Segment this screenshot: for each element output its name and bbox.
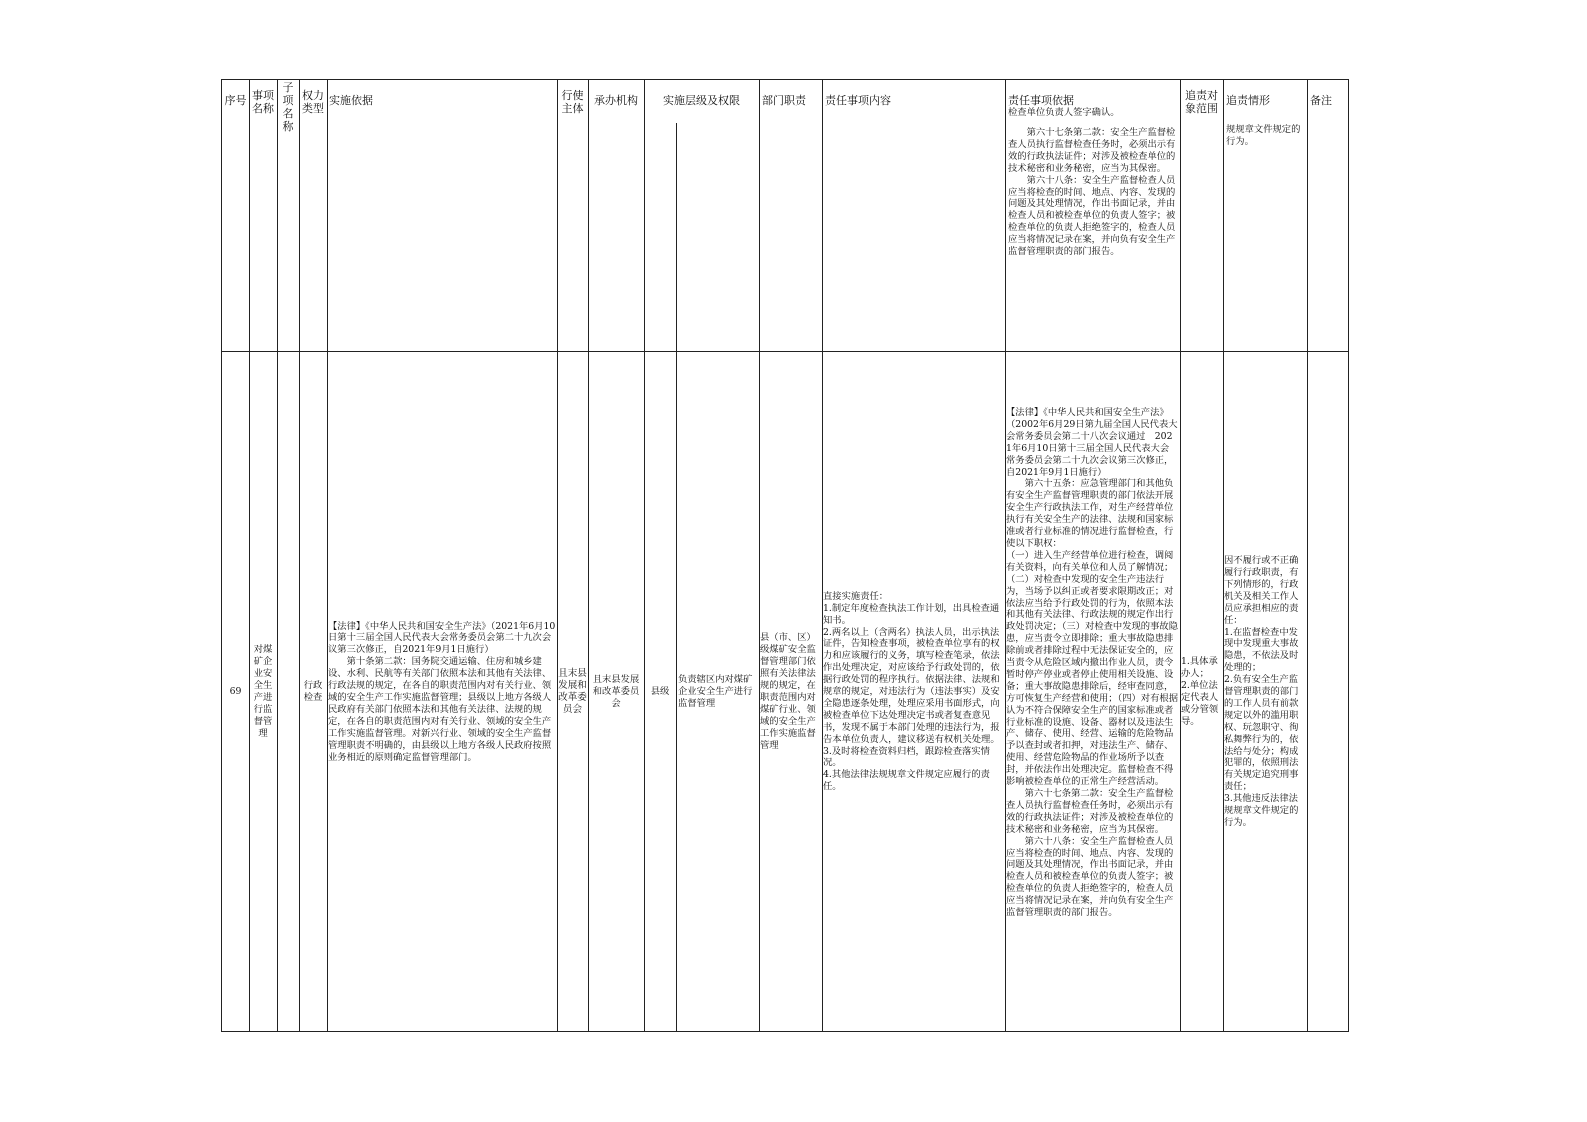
header-seq: 序号 (224, 94, 247, 107)
row-item-name: 对煤 矿企 业安 全生 产进 行监 督管 理 (253, 644, 273, 739)
row-basis: 【法律】《中华人民共和国安全生产法》（2021年6月10日第十三届全国人民代表大会常务委员会第二十九次会议第三次修正，自2021年9月1日施行） 第十条第二款：国务院交通运输、住房和城乡建设、水利、民航等有关部门依照本法和其他有关法律、行政法规的规定，在各自的职责范围内对有关行业、领域的安全生产工作实施监督管理；县级以上地方各级人民政府有关部门依照本法和其他有关法律、法规的规定，在各自的职责范围内对有关行业、领域的安全生产工作实施监督管理。对新兴行业、领域的安全生产监督管理职责不明确的，由县级以上地方各级人民政府按照业务相近的原则确定监督管理部门。 (328, 620, 556, 763)
header-remark: 备注 (1310, 94, 1332, 107)
row-authority: 负责辖区内对煤矿企业安全生产进行监督管理 (678, 674, 753, 709)
header-resp-basis: 责任事项依据 (1008, 94, 1074, 107)
header-resp-content: 责任事项内容 (825, 94, 891, 107)
header-basis: 实施依据 (329, 94, 373, 107)
row-seq: 69 (229, 686, 242, 698)
accountability-table (221, 79, 1349, 1032)
prev-resp-basis: 第六十七条第二款：安全生产监督检查人员执行监督检查任务时，必须出示有效的行政执法证件；对涉及被检查单位的技术秘密和业务秘密，应当为其保密。 第六十八条：安全生产监督检查人员应当将检查的时间、地点、内容、发现的问题及其处理情况，作出书面记录，并由检查人员和被检查单位的负责人签字；被检查单位的负责人拒绝签字的，检查人员应当将情况记录在案，并向负有安全生产监督管理职责的部门报告。 (1008, 127, 1176, 258)
header-sub-item: 子 项 名 称 (282, 81, 294, 133)
row-scope: 1.具体承办人； 2.单位法定代表人或分管领导。 (1181, 656, 1219, 727)
row-resp-content: 直接实施责任： 1.制定年度检查执法工作计划，出具检查通知书。 2.两名以上（含两名）执法人员，出示执法证件，告知检查事项，被检查单位享有的权力和应该履行的义务，填写检查笔录，依法作出处理决定，对应该给予行政处罚的，依据行政处罚的程序执行。依据法律、法规和规章的规定，对违法行为（违法事实）及安全隐患逐条处理，处理应采用书面形式，向被检查单位下达处理决定书或者复查意见书，发现不属于本部门处理的违法行为，报告本单位负责人，建议移送有权机关处理。 3.及时将检查资料归档，跟踪检查落实情况。 4.其他法律法规规章文件规定应履行的责任。 (823, 590, 1000, 793)
row-remark (1308, 352, 1348, 1032)
row-subject: 且末县 发展和 改革委 员会 (558, 668, 587, 715)
header-subject: 行使 主体 (561, 89, 584, 115)
row-resp-basis: 【法律】《中华人民共和国安全生产法》（2002年6月29日第九届全国人民代表大会常务委员会第二十八次会议通过 2021年6月10日第十三届全国人民代表大会常务委员会第二十九次会议第三次修正，自2021年9月1日施行） 第六十五条：应急管理部门和其他负有安全生产监督管理职责的部门依法开展安全生产行政执法工作，对生产经营单位执行有关安全生产的法律、法规和国家标准或者行业标准的情况进行监督检查，行使以下职权： （一）进入生产经营单位进行检查，调阅有关资料，向有关单位和人员了解情况；（二）对检查中发现的安全生产违法行为，当场予以纠正或者要求限期改正；对依法应当给予行政处罚的行为，依照本法和其他有关法律、行政法规的规定作出行政处罚决定；（三）对检查中发现的事故隐患，应当责令立即排除；重大事故隐患排除前或者排除过程中无法保证安全的，应当责令从危险区域内撤出作业人员，责令暂时停产停业或者停止使用相关设施、设备；重大事故隐患排除后，经审查同意，方可恢复生产经营和使用；（四）对有根据认为不符合保障安全生产的国家标准或者行业标准的设施、设备、器材以及违法生产、储存、使用、经营、运输的危险物品予以查封或者扣押，对违法生产、储存、使用、经营危险物品的作业场所予以查封，并依法作出处理决定。监督检查不得影响被检查单位的正常生产经营活动。 第六十七条第二款：安全生产监督检查人员执行监督检查任务时，必须出示有效的行政执法证件；对涉及被检查单位的技术秘密和业务秘密，应当为其保密。 第六十八条：安全生产监督检查人员应当将检查的时间、地点、内容、发现的问题及其处理情况，作出书面记录，并由检查人员和被检查单位的负责人签字；被检查单位的负责人拒绝签字的，检查人员应当将情况记录在案，并向负有安全生产监督管理职责的部门报告。 (1006, 407, 1178, 919)
header-level: 实施层级及权限 (663, 94, 740, 107)
prev-resp-basis-cut: 检查单位负责人签字确认。 (1008, 107, 1120, 118)
header-scope: 追责对 象范围 (1185, 89, 1218, 115)
header-situation: 追责情形 (1226, 94, 1270, 107)
prev-situation: 规规章文件规定的行为。 (1226, 124, 1301, 147)
row-power-type: 行政 检查 (303, 680, 323, 703)
header-agency: 承办机构 (594, 94, 638, 107)
row-duty: 县（市、区）级煤矿安全监督管理部门依照有关法律法规的规定，在职责范围内对煤矿行业、领域的安全生产工作实施监督管理 (760, 632, 816, 751)
header-power-type: 权力 类型 (302, 89, 324, 115)
row-situation: 因不履行或不正确履行行政职责，有下列情形的，行政机关及相关工作人员应承担相应的责任： 1.在监督检查中发现中发现重大事故隐患，不依法及时处理的； 2.负有安全生产监督管理职责的部门的工作人员有前款规定以外的滥用职权、玩忽职守、徇私舞弊行为的，依法给与处分；构成犯罪的，依照刑法有关规定追究刑事责任； 3.其他违反法律法规规章文件规定的行为。 (1224, 555, 1299, 829)
row-agency: 且末县发展 和改革委员 会 (592, 674, 640, 709)
header-item-name: 事项 名称 (252, 89, 274, 115)
header-duty: 部门职责 (762, 94, 806, 107)
row-level: 县级 (650, 686, 670, 698)
